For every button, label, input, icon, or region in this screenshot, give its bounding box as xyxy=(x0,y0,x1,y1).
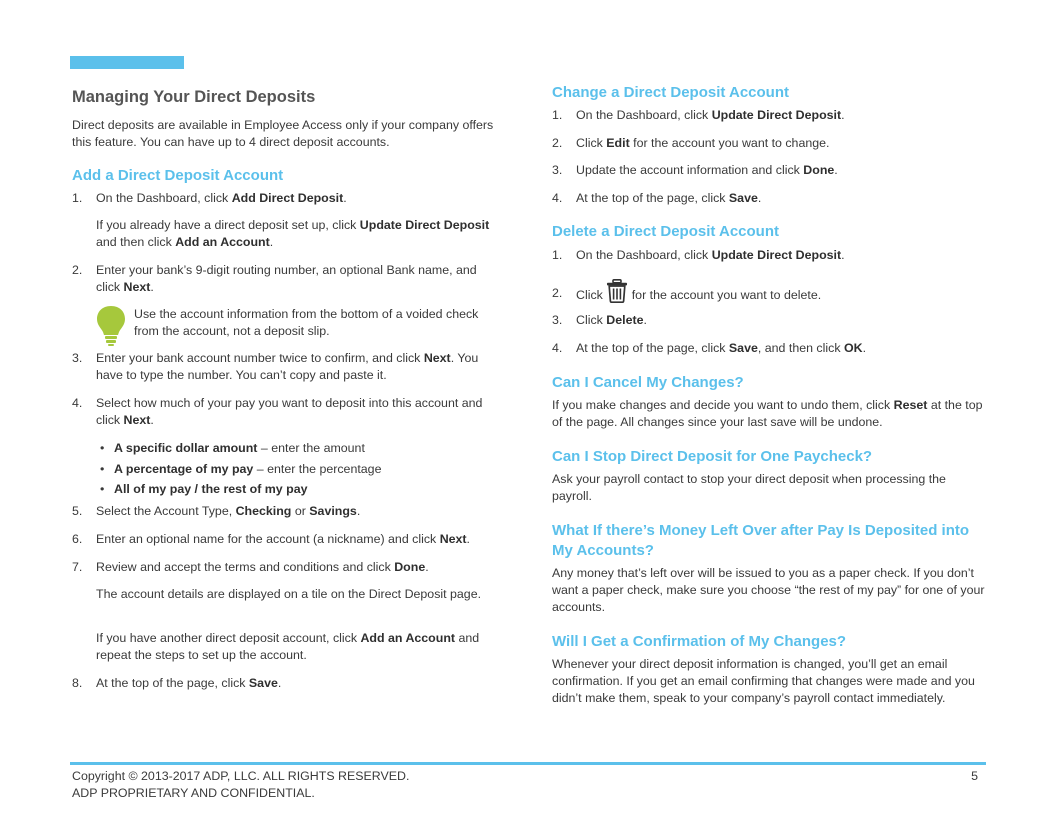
add-step-7-note-1: The account details are displayed on a tile on the Direct Deposit page. xyxy=(96,587,482,601)
change-step-1: 1. On the Dashboard, click Update Direct Deposit. xyxy=(552,108,845,122)
lightbulb-icon xyxy=(96,305,126,347)
confirmation-heading: Will I Get a Confirmation of My Changes? xyxy=(552,633,847,650)
confidential-text: ADP PROPRIETARY AND CONFIDENTIAL. xyxy=(72,786,315,800)
stop-deposit-heading: Can I Stop Direct Deposit for One Paycheck? xyxy=(552,448,873,465)
delete-step-2: 2. Click for the account you want to delete. xyxy=(552,279,986,309)
change-step-4: 4. At the top of the page, click Save. xyxy=(552,191,762,205)
list-item: • A specific dollar amount – enter the amount xyxy=(100,441,365,455)
tip-text: Use the account information from the bottom of a voided check from the account, not a deposit slip. xyxy=(134,307,479,338)
list-item: • A percentage of my pay – enter the percentage xyxy=(100,462,382,476)
confirmation-text: Whenever your direct deposit information is changed, you’ll get an email confirmation. If you get an email confirming that changes were made and you didn’t make them, speak to your company’s payroll contact immediately. xyxy=(552,657,975,705)
delete-section-heading: Delete a Direct Deposit Account xyxy=(552,223,779,240)
delete-step-1: 1. On the Dashboard, click Update Direct Deposit. xyxy=(552,248,845,262)
copyright-text: Copyright © 2013-2017 ADP, LLC. ALL RIGHTS RESERVED. xyxy=(72,769,410,783)
add-step-2: 2. Enter your bank’s 9-digit routing number, an optional Bank name, and click Next. xyxy=(72,263,477,294)
add-step-1: 1. On the Dashboard, click Add Direct Deposit. xyxy=(72,191,347,205)
cancel-changes-text: If you make changes and decide you want to undo them, click Reset at the top of the page. All changes since your last save will be undone. xyxy=(552,398,983,429)
add-step-6: 6. Enter an optional name for the account (a nickname) and click Next. xyxy=(72,532,470,546)
money-left-over-heading: What If there’s Money Left Over after Pay Is Deposited into My Accounts? xyxy=(552,522,970,559)
delete-step-3: 3. Click Delete. xyxy=(552,313,647,327)
page-number: 5 xyxy=(971,769,978,783)
footer xyxy=(72,768,978,802)
add-step-3: 3. Enter your bank account number twice to confirm, and click Next. You have to type the number. You can’t copy and paste it. xyxy=(72,351,479,382)
cancel-changes-heading: Can I Cancel My Changes? xyxy=(552,374,744,391)
delete-step-4: 4. At the top of the page, click Save, and then click OK. xyxy=(552,341,867,355)
trash-icon xyxy=(606,279,628,303)
page-title: Managing Your Direct Deposits xyxy=(72,88,316,106)
list-item: • All of my pay / the rest of my pay xyxy=(100,482,308,496)
header-accent-bar xyxy=(70,56,184,69)
money-left-over-text: Any money that’s left over will be issued to you as a paper check. If you don’t want a paper check, make sure you choose “the rest of my pay” for one of your accounts. xyxy=(552,566,985,614)
add-step-8: 8. At the top of the page, click Save. xyxy=(72,676,282,690)
change-step-2: 2. Click Edit for the account you want to change. xyxy=(552,136,830,150)
add-step-4: 4. Select how much of your pay you want to deposit into this account and click Next. xyxy=(72,396,483,427)
stop-deposit-text: Ask your payroll contact to stop your direct deposit when processing the payroll. xyxy=(552,472,946,503)
add-step-7: 7. Review and accept the terms and conditions and click Done. xyxy=(72,560,429,574)
add-section-heading: Add a Direct Deposit Account xyxy=(72,167,284,184)
footer-divider xyxy=(70,762,986,765)
change-section-heading: Change a Direct Deposit Account xyxy=(552,84,789,101)
add-step-5: 5. Select the Account Type, Checking or Savings. xyxy=(72,504,361,518)
add-step-7-note-2: If you have another direct deposit account, click Add an Account and repeat the steps to set up the account. xyxy=(96,631,480,662)
change-step-3: 3. Update the account information and click Done. xyxy=(552,163,838,177)
add-step-1-note: If you already have a direct deposit set up, click Update Direct Deposit and then click Add an Account. xyxy=(96,218,490,249)
intro-text: Direct deposits are available in Employee Access only if your company offers this feature. You can have up to 4 direct deposit accounts. xyxy=(72,118,494,149)
